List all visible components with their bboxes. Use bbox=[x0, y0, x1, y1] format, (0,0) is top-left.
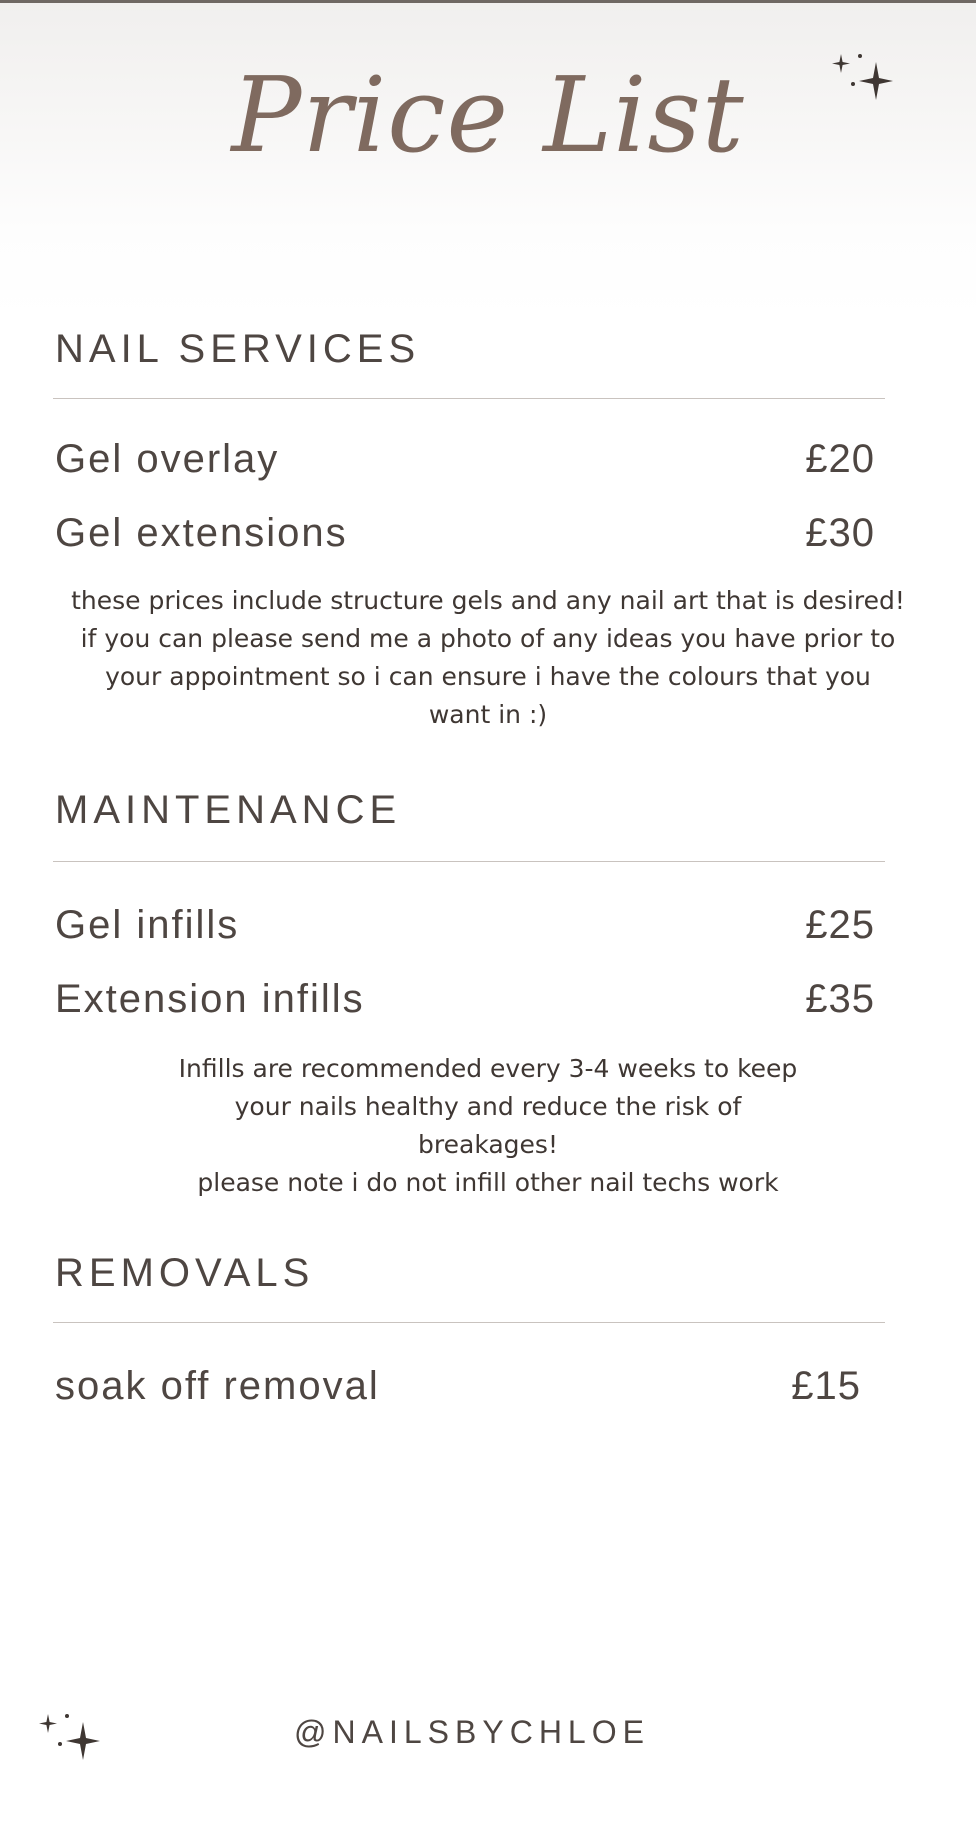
maintenance-note bbox=[0, 1050, 976, 1202]
top-border bbox=[0, 0, 976, 3]
note-line: your nails healthy and reduce the risk of bbox=[234, 1092, 742, 1121]
service-name: soak off removal bbox=[55, 1364, 380, 1408]
service-price: £30 bbox=[805, 511, 875, 555]
service-price: £15 bbox=[791, 1364, 861, 1408]
note-line: please note i do not infill other nail techs work bbox=[197, 1168, 779, 1197]
divider bbox=[53, 1322, 885, 1323]
divider bbox=[53, 861, 885, 862]
section-heading-removals: REMOVALS bbox=[55, 1251, 315, 1295]
service-row bbox=[55, 977, 875, 1033]
service-name: Gel extensions bbox=[55, 511, 348, 555]
note-line: Infills are recommended every 3-4 weeks to keep bbox=[178, 1054, 798, 1083]
section-heading-maintenance: MAINTENANCE bbox=[55, 788, 402, 832]
sparkle-icon bbox=[830, 48, 900, 108]
service-price: £25 bbox=[805, 903, 875, 947]
service-name: Gel overlay bbox=[55, 437, 280, 481]
note-line: your appointment so i can ensure i have the colours that you bbox=[105, 662, 871, 691]
note-line: these prices include structure gels and any nail art that is desired! bbox=[71, 586, 905, 615]
service-row bbox=[55, 1364, 875, 1420]
divider bbox=[53, 398, 885, 399]
service-row bbox=[55, 903, 875, 959]
section-heading-nail-services: NAIL SERVICES bbox=[55, 327, 421, 371]
instagram-handle: @NAILSBYCHLOE bbox=[294, 1714, 650, 1750]
service-price: £35 bbox=[805, 977, 875, 1021]
service-name: Extension infills bbox=[55, 977, 365, 1021]
service-name: Gel infills bbox=[55, 903, 240, 947]
nail-services-note bbox=[0, 582, 976, 734]
service-row bbox=[55, 437, 875, 493]
service-price: £20 bbox=[805, 437, 875, 481]
page-title: Price List bbox=[231, 54, 745, 176]
note-line: want in :) bbox=[428, 700, 548, 729]
service-row bbox=[55, 511, 875, 567]
note-line: if you can please send me a photo of any ideas you have prior to bbox=[80, 624, 896, 653]
note-line: breakages! bbox=[418, 1130, 558, 1159]
